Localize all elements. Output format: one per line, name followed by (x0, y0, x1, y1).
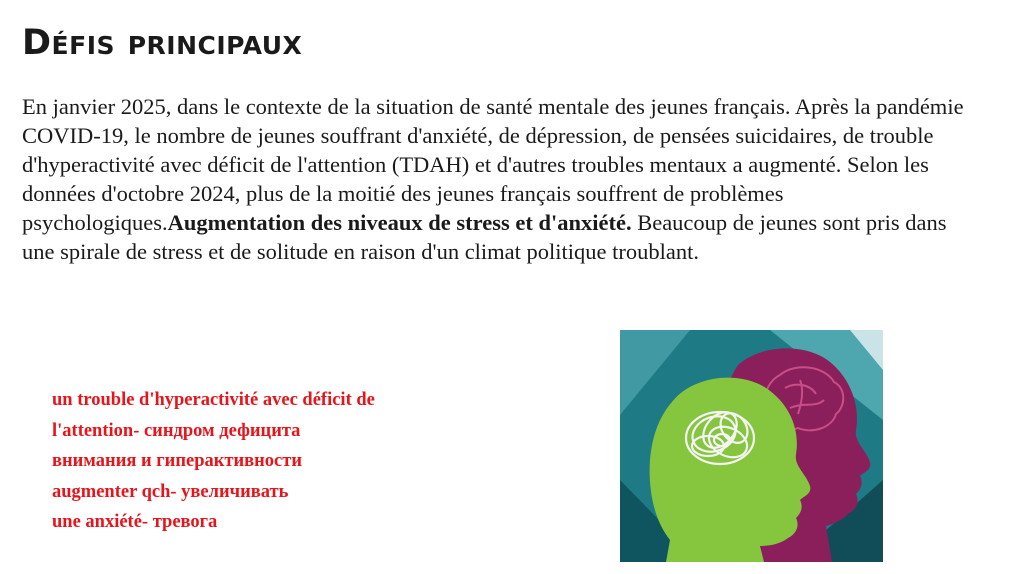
vocabulary-line: l'attention- синдром дефицита (52, 420, 301, 441)
paragraph-intro: En janvier 2025, dans le contexte de la situation de santé mentale des jeunes français. Après la pandémie COVID-19, le nombre de jeunes souffrant d'anxiété, de dépression, de pensées suicidaires, de trouble d'hyperactivité avec déficit de l'attention (TDAH) et d'autres troubles mentaux a augmenté. Selon les données d'octobre 2024, plus de la moitié des jeunes français souffrent de problèmes psychologiques. (22, 94, 964, 235)
illustration-svg (620, 330, 883, 562)
vocabulary-line: augmenter qch- увеличивать (52, 481, 289, 502)
vocabulary-line: un trouble d'hyperactivité avec déficit de (52, 390, 375, 410)
mental-health-heads-icon (620, 330, 883, 562)
slide-title: Défis principaux (22, 23, 303, 63)
vocabulary-list (52, 385, 532, 538)
paragraph-continuation: Beaucoup de jeunes sont pris dans une spirale de stress et de solitude en raison d'un climat politique troublant. (22, 210, 947, 264)
paragraph-emphasis: Augmentation des niveaux de stress et d'anxiété. (167, 210, 632, 235)
body-paragraph (22, 92, 982, 266)
vocabulary-line: внимания и гиперактивности (52, 451, 303, 471)
vocabulary-line: une anxiété- тревога (52, 512, 218, 532)
